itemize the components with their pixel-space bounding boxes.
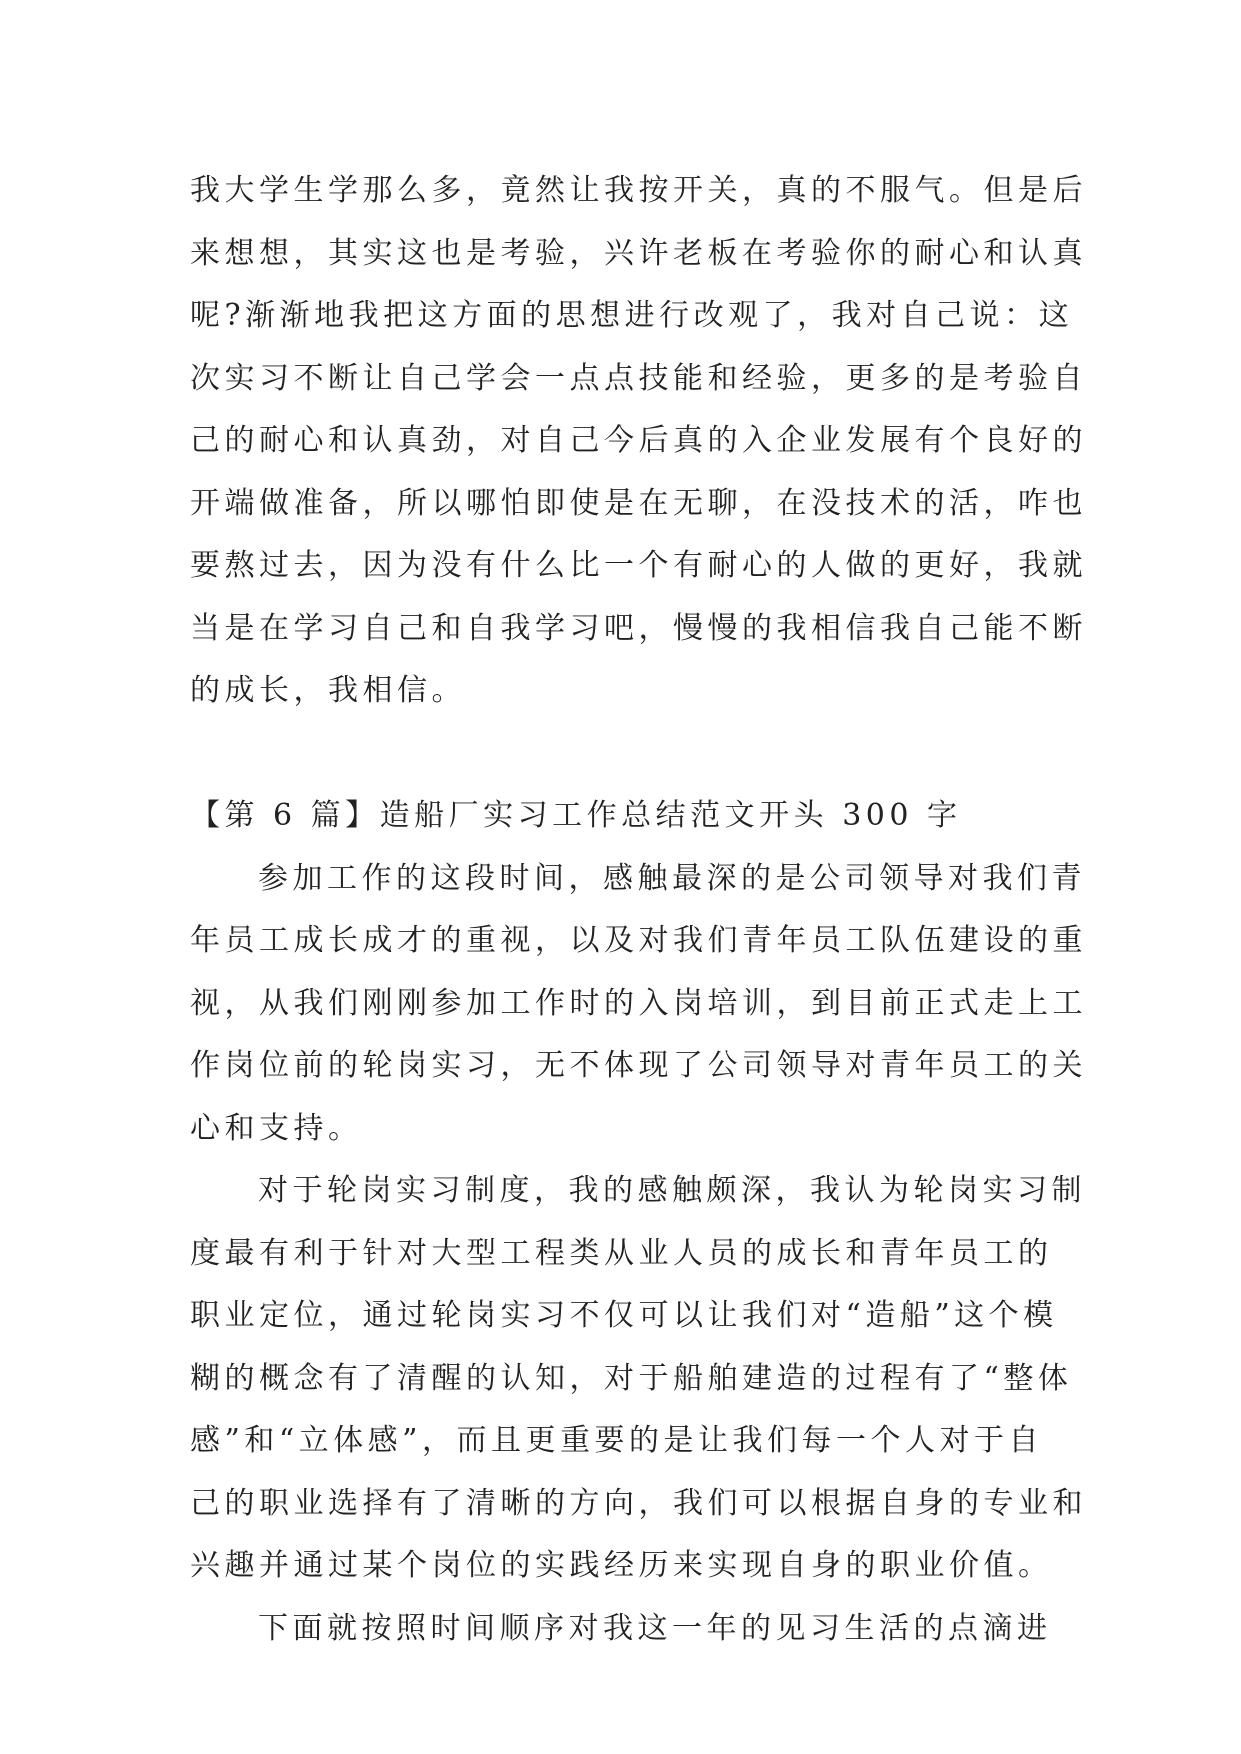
text-line: 作岗位前的轮岗实习，无不体现了公司领导对青年员工的关 <box>190 1048 1087 1083</box>
paragraph-2 <box>190 1160 1087 1598</box>
text-line: 兴趣并通过某个岗位的实践经历来实现自身的职业价值。 <box>190 1548 1053 1583</box>
text-line: 糊的概念有了清醒的认知，对于船舶建造的过程有了“整体 <box>190 1360 1073 1396</box>
text-line: 要熬过去，因为没有什么比一个有耐心的人做的更好，我就 <box>190 548 1087 583</box>
paragraph-1 <box>190 848 1087 1161</box>
text-line: 呢?渐渐地我把这方面的思想进行改观了，我对自己说：这 <box>190 298 1074 333</box>
text-line: 当是在学习自己和自我学习吧，慢慢的我相信我自己能不断 <box>190 610 1087 646</box>
text-line: 的成长，我相信。 <box>190 673 466 708</box>
paragraph-3 <box>190 1598 1060 1661</box>
text-line: 职业定位，通过轮岗实习不仅可以让我们对“造船”这个模 <box>190 1298 1058 1333</box>
text-line: 感”和“立体感”，而且更重要的是让我们每一个人对于自 <box>190 1423 1044 1458</box>
section-heading: 【第 6 篇】造船厂实习工作总结范文开头 300 字 <box>190 798 962 833</box>
text-line: 参加工作的这段时间，感触最深的是公司领导对我们青 <box>258 860 1086 896</box>
intro-paragraph <box>190 160 1087 723</box>
text-line: 来想想，其实这也是考验，兴许老板在考验你的耐心和认真 <box>190 235 1087 271</box>
text-line: 心和支持。 <box>190 1110 363 1146</box>
text-line: 次实习不断让自己学会一点点技能和经验，更多的是考验自 <box>190 360 1087 396</box>
text-line: 度最有利于针对大型工程类从业人员的成长和青年员工的 <box>190 1235 1053 1271</box>
text-line: 开端做准备，所以哪怕即使是在无聊，在没技术的活，咋也 <box>190 485 1087 521</box>
document-body <box>190 160 1087 1660</box>
text-line: 下面就按照时间顺序对我这一年的见习生活的点滴进 <box>258 1610 1052 1646</box>
text-line: 我大学生学那么多，竟然让我按开关，真的不服气。但是后 <box>190 173 1087 208</box>
text-line: 己的职业选择有了清晰的方向，我们可以根据自身的专业和 <box>190 1485 1087 1521</box>
text-line: 年员工成长成才的重视，以及对我们青年员工队伍建设的重 <box>190 923 1087 958</box>
section-spacer <box>190 723 1060 786</box>
text-line: 对于轮岗实习制度，我的感触颇深，我认为轮岗实习制 <box>258 1173 1086 1208</box>
text-line: 己的耐心和认真劲，对自己今后真的入企业发展有个良好的 <box>190 423 1087 458</box>
text-line: 视，从我们刚刚参加工作时的入岗培训，到目前正式走上工 <box>190 985 1087 1021</box>
